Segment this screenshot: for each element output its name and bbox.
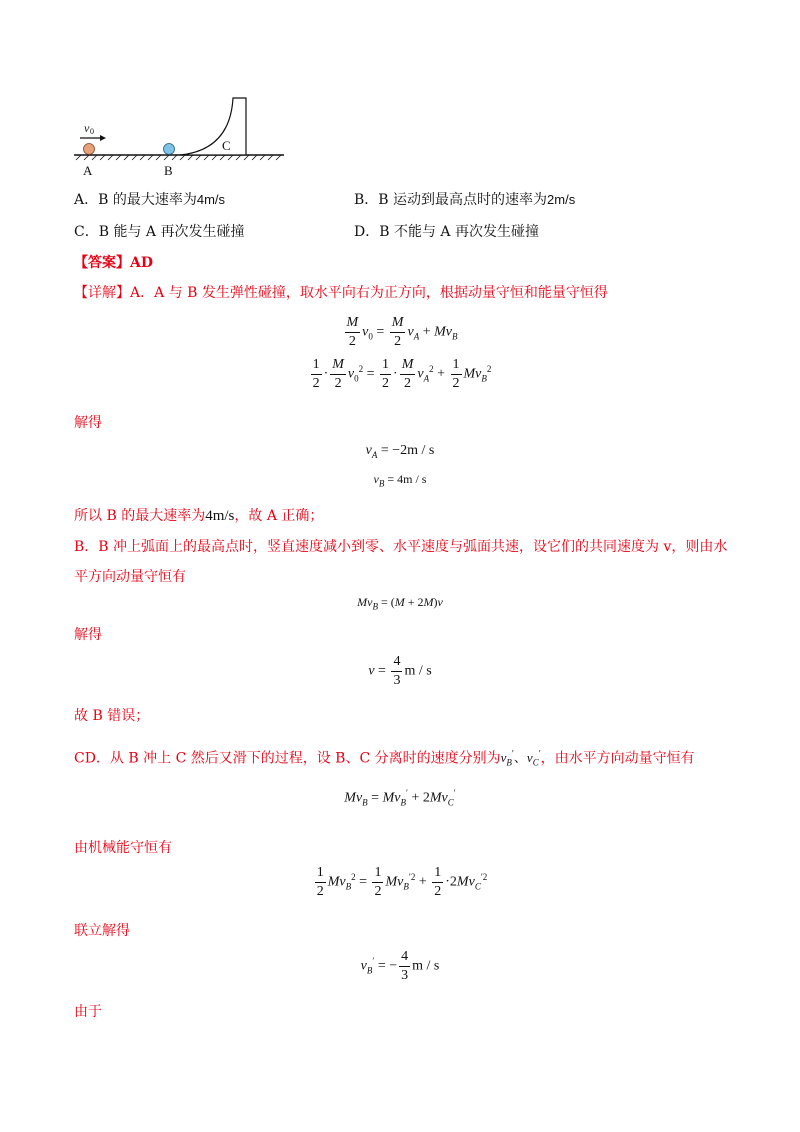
label-b: B <box>164 163 173 178</box>
equation-momentum-2: $Mv_B = (M + 2M)v$ <box>357 595 443 612</box>
detail-intro: 【详解】A．A 与 B 发生弹性碰撞，取水平向右为正方向，根据动量守恒和能量守恒得 <box>74 285 608 301</box>
jiede-1: 解得 <box>74 415 102 431</box>
option-b: B．B 运动到最高点时的速率为2m/s <box>354 192 576 208</box>
equation-energy-2: $\frac{1}{2}$ $Mv_B^2$ = $\frac{1}{2}$ $Mv_B^{'2}$ + $\frac{1}{2}$ $\cdot 2Mv_C^{'2}$ <box>316 865 488 899</box>
ball-a <box>84 144 95 155</box>
v0-label: v <box>84 121 90 135</box>
answer-line: 【答案】AD <box>74 255 154 271</box>
curved-block-c <box>180 98 246 155</box>
v0-subscript: 0 <box>90 127 94 136</box>
equation-momentum-3: $Mv_B = Mv_B' + 2Mv_C'$ <box>344 788 456 808</box>
vb-vc-prime: $v_B'$、$v_C'$ <box>500 749 541 768</box>
jiede-2: 解得 <box>74 627 102 643</box>
lianli-text: 联立解得 <box>74 923 130 939</box>
label-a: A <box>83 163 93 178</box>
energy-text: 由机械能守恒有 <box>74 840 172 856</box>
b-wrong: 故 B 错误； <box>74 708 150 724</box>
option-a: A．B 的最大速率为4m/s <box>74 192 226 208</box>
equation-energy-1: $\frac{1}{2}$ · $\frac{M}{2}$ $v_0^2$ = $\frac{1}{2}$ · $\frac{M}{2}$ $v_A^2$ + $\frac{1}{2}$ $Mv_B^2$ <box>312 357 492 391</box>
arrow-head-icon <box>100 135 106 141</box>
result-va: $v_A = -2m / s$ <box>365 443 435 460</box>
physics-figure <box>70 92 290 182</box>
label-c: C <box>222 138 231 153</box>
conclusion-a: 所以 B 的最大速率为4m/s，故 A 正确； <box>74 508 324 524</box>
equation-momentum-1: $\frac{M}{2}$ $v_0$ = $\frac{M}{2}$ $v_A + Mv_B$ <box>346 315 458 349</box>
detail-b-line1: B．B 冲上弧面上的最高点时，竖直速度减小到零、水平速度与弧面共速，设它们的共同速度为 v，则由水 <box>74 539 728 555</box>
option-d: D．B 不能与 A 再次发生碰撞 <box>354 224 539 240</box>
result-v: v = $\frac{4}{3}$ m / s <box>368 654 432 688</box>
youyu-text: 由于 <box>74 1004 102 1020</box>
detail-b-line2: 平方向动量守恒有 <box>74 569 186 585</box>
result-vb-prime: $v_B'$ = − $\frac{4}{3}$ m / s <box>360 949 440 983</box>
detail-cd: CD．从 B 冲上 C 然后又滑下的过程，设 B、C 分离时的速度分别为$v_B'$、$v_C'$，由水平方向动量守恒有 <box>74 749 695 768</box>
option-c: C．B 能与 A 再次发生碰撞 <box>74 224 245 240</box>
result-vb: $v_B = 4m / s$ <box>373 472 427 489</box>
ball-b <box>164 144 175 155</box>
